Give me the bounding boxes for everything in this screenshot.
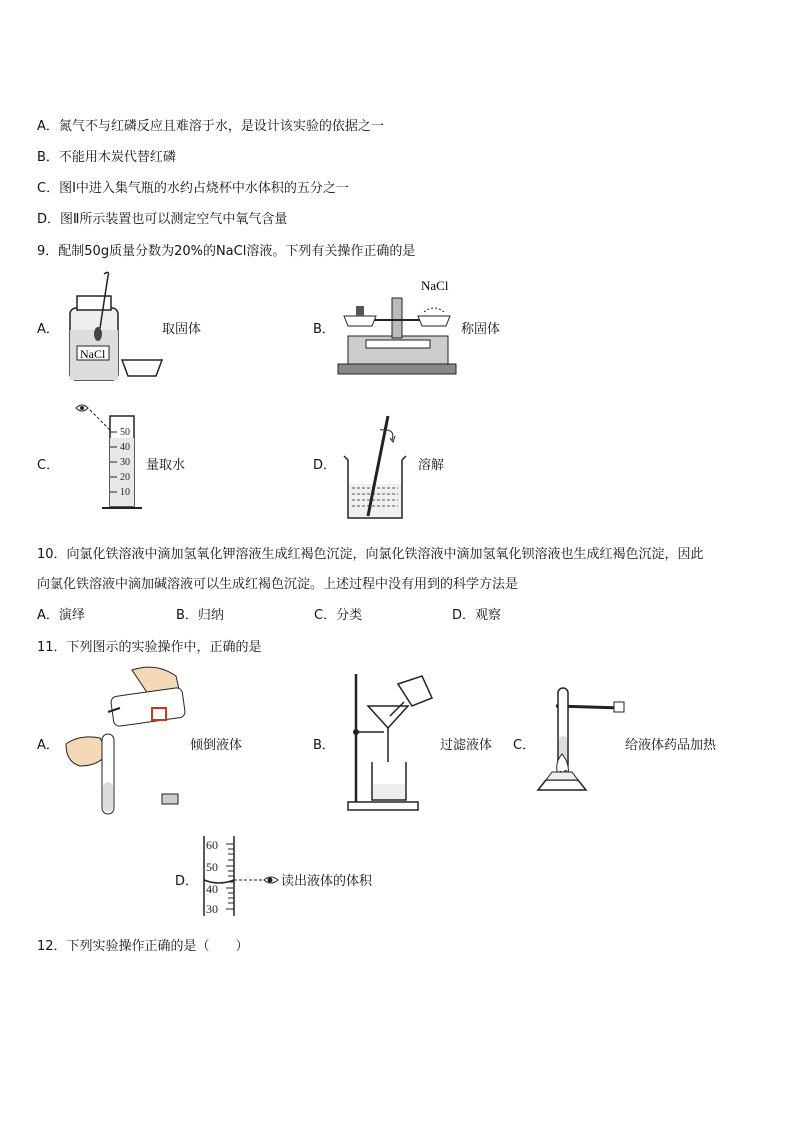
q11-d-tick-60: 60 [206,838,218,852]
q9-c-tick-10: 10 [120,487,130,498]
q12-stem: 12．下列实验操作正确的是（ ） [37,939,249,954]
q10-option-b: B．归纳 [176,608,224,623]
q9-a-caption: 取固体 [162,322,202,337]
q10-option-d: D．观察 [452,608,502,623]
q9-b-pan-label: NaCl [421,278,449,293]
q11-d-tick-40: 40 [206,882,218,896]
q10-stem-line2: 向氯化铁溶液中滴加碱溶液可以生成红褐色沉淀。上述过程中没有用到的科学方法是 [37,577,519,592]
q9-c-figure [72,402,147,514]
q10-option-a: A．演绎 [37,608,85,623]
q9-a-bottle-label: NaCl [80,347,106,361]
q9-c-tick-50: 50 [120,427,130,438]
q9-c-letter: C． [37,458,60,473]
q9-stem: 9．配制50g质量分数为20%的NaCl溶液。下列有关操作正确的是 [37,244,416,259]
q11-d-figure [198,834,286,918]
q11-d-tick-30: 30 [206,902,218,916]
q9-c-caption: 量取水 [146,458,186,473]
q9-a-figure [62,268,172,383]
q11-d-tick-50: 50 [206,860,218,874]
q11-d-letter: D． [175,874,199,889]
q9-b-caption: 称固体 [461,322,501,337]
q11-a-caption: 倾倒液体 [190,738,243,753]
q9-d-caption: 溶解 [418,458,445,473]
q11-b-caption: 过滤液体 [440,738,493,753]
q11-c-figure [536,684,628,794]
q8-option-b: B．不能用木炭代替红磷 [37,150,176,165]
q9-c-tick-40: 40 [120,442,130,453]
q9-d-letter: D． [313,458,337,473]
q11-d-caption: 读出液体的体积 [281,874,373,889]
q10-option-c: C．分类 [314,608,363,623]
q11-b-letter: B． [313,738,335,753]
q11-b-figure [344,670,440,812]
q11-a-letter: A． [37,738,59,753]
q9-d-figure [340,408,420,523]
q11-c-letter: C． [513,738,536,753]
q9-b-figure [336,276,461,376]
q10-stem-line1: 10．向氯化铁溶液中滴加氢氧化钾溶液生成红褐色沉淀，向氯化铁溶液中滴加氢氧化钡溶液也生成红褐色沉淀，因此 [37,547,704,562]
q8-option-c: C．图Ⅰ中进入集气瓶的水约占烧杯中水体积的五分之一 [37,181,349,196]
q9-c-tick-20: 20 [120,472,130,483]
q11-a-figure [60,662,190,816]
q9-b-letter: B． [313,322,335,337]
q11-c-caption: 给液体药品加热 [625,738,717,753]
q11-stem: 11．下列图示的实验操作中，正确的是 [37,640,262,655]
q9-c-tick-30: 30 [120,457,130,468]
q9-a-letter: A． [37,322,59,337]
q8-option-a: A．氮气不与红磷反应且难溶于水，是设计该实验的依据之一 [37,119,384,134]
q8-option-d: D．图Ⅱ所示装置也可以测定空气中氧气含量 [37,212,288,227]
